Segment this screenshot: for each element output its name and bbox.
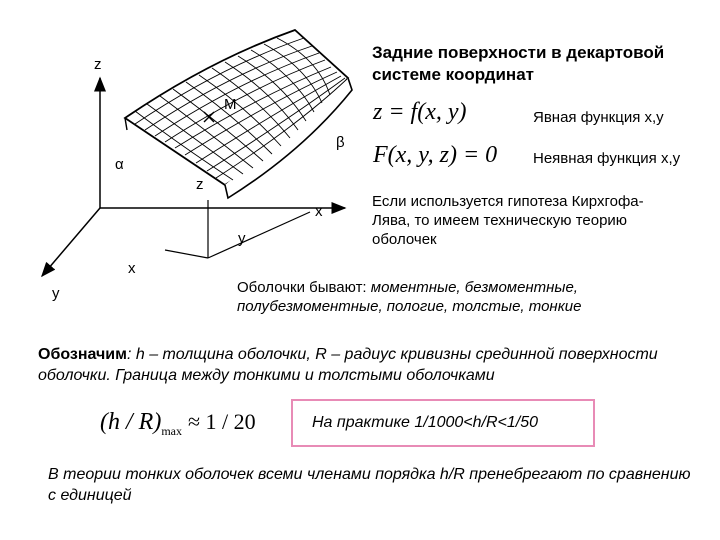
x-inner-label: x	[315, 203, 323, 220]
z-inner-label: z	[196, 176, 204, 193]
y-axis-inner	[208, 212, 310, 258]
z-outer-label: z	[94, 56, 102, 73]
x-outer-label: x	[128, 260, 136, 277]
shell-types	[237, 278, 677, 316]
explicit-formula: z = f(x, y)	[373, 99, 467, 125]
notation-bold: Обозначим	[38, 346, 127, 363]
ratio-main: (h / R)	[100, 409, 162, 435]
m-point-label: M	[224, 96, 237, 113]
y-outer-label: y	[52, 285, 60, 302]
beta-label: β	[336, 134, 345, 151]
alpha-label: α	[115, 156, 124, 173]
practice-text: На практике 1/1000<h/R<1/50	[312, 414, 539, 431]
shell-types-list: моментные, безмоментные, полубезмоментные, пологие, толстые, тонкие	[237, 279, 582, 315]
y-inner-label: y	[238, 230, 246, 247]
hypothesis-text: Если используется гипотеза Кирхгофа-Лява, то имеем техническую теорию оболочек	[372, 193, 644, 248]
y-axis-outer	[42, 208, 100, 276]
explicit-label: Явная функция x,y	[533, 109, 664, 126]
slide-title: Задние поверхности в декартовой системе координат	[372, 43, 665, 84]
ratio-formula	[100, 409, 256, 439]
conclusion-text: В теории тонких оболочек всеми членами порядка h/R пренебрегают по сравнению с единицей	[48, 466, 691, 504]
ratio-rhs: ≈ 1 / 20	[187, 409, 256, 434]
implicit-label: Неявная функция x,y	[533, 150, 681, 167]
implicit-formula: F(x, y, z) = 0	[373, 142, 498, 168]
x-axis-inner	[165, 250, 208, 258]
shell-types-lead: Оболочки бывают:	[237, 279, 371, 296]
notation-paragraph	[38, 344, 708, 386]
notation-text: : h – толщина оболочки, R – радиус кривизны срединной поверхности оболочки. Граница между тонкими и толстыми оболочками	[38, 346, 658, 384]
ratio-sub: max	[161, 423, 182, 438]
